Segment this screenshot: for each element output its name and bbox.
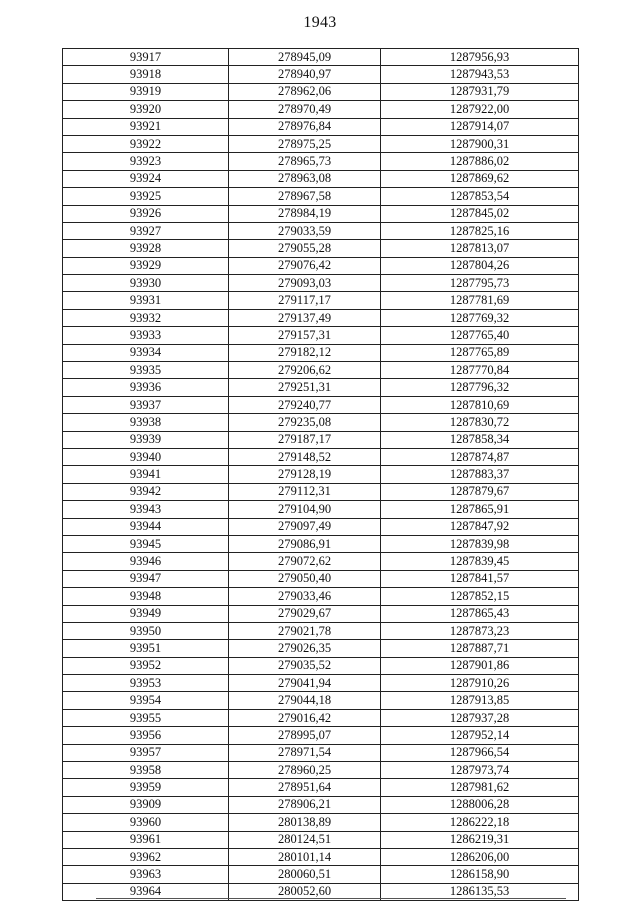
x-coordinate-cell: 279035,52 — [229, 657, 381, 674]
point-number-cell: 93917 — [63, 49, 229, 66]
point-number-cell: 93932 — [63, 309, 229, 326]
table-row — [63, 692, 579, 709]
y-coordinate-cell: 1287796,32 — [381, 379, 579, 396]
point-number-cell: 93954 — [63, 692, 229, 709]
table-row — [63, 657, 579, 674]
point-number-cell: 93919 — [63, 83, 229, 100]
table-row — [63, 118, 579, 135]
y-coordinate-cell: 1287845,02 — [381, 205, 579, 222]
y-coordinate-cell: 1287813,07 — [381, 240, 579, 257]
x-coordinate-cell: 278945,09 — [229, 49, 381, 66]
x-coordinate-cell: 279187,17 — [229, 431, 381, 448]
table-row — [63, 501, 579, 518]
table-row — [63, 483, 579, 500]
table-row — [63, 448, 579, 465]
table-row — [63, 275, 579, 292]
x-coordinate-cell: 280052,60 — [229, 883, 381, 900]
point-number-cell: 93944 — [63, 518, 229, 535]
point-number-cell: 93926 — [63, 205, 229, 222]
x-coordinate-cell: 279055,28 — [229, 240, 381, 257]
table-row — [63, 83, 579, 100]
y-coordinate-cell: 1287973,74 — [381, 762, 579, 779]
table-row — [63, 205, 579, 222]
point-number-cell: 93946 — [63, 553, 229, 570]
table-row — [63, 605, 579, 622]
point-number-cell: 93922 — [63, 135, 229, 152]
x-coordinate-cell: 279137,49 — [229, 309, 381, 326]
point-number-cell: 93950 — [63, 622, 229, 639]
point-number-cell: 93951 — [63, 640, 229, 657]
x-coordinate-cell: 279050,40 — [229, 570, 381, 587]
x-coordinate-cell: 278940,97 — [229, 66, 381, 83]
point-number-cell: 93920 — [63, 101, 229, 118]
x-coordinate-cell: 278967,58 — [229, 188, 381, 205]
table-row — [63, 744, 579, 761]
table-row — [63, 866, 579, 883]
table-row — [63, 588, 579, 605]
table-row — [63, 362, 579, 379]
point-number-cell: 93961 — [63, 831, 229, 848]
point-number-cell: 93909 — [63, 796, 229, 813]
x-coordinate-cell: 279251,31 — [229, 379, 381, 396]
point-number-cell: 93960 — [63, 814, 229, 831]
x-coordinate-cell: 278976,84 — [229, 118, 381, 135]
point-number-cell: 93962 — [63, 848, 229, 865]
y-coordinate-cell: 1287952,14 — [381, 727, 579, 744]
y-coordinate-cell: 1287922,00 — [381, 101, 579, 118]
point-number-cell: 93941 — [63, 466, 229, 483]
table-row — [63, 327, 579, 344]
table-row — [63, 49, 579, 66]
y-coordinate-cell: 1287810,69 — [381, 396, 579, 413]
x-coordinate-cell: 278970,49 — [229, 101, 381, 118]
point-number-cell: 93964 — [63, 883, 229, 900]
point-number-cell: 93938 — [63, 414, 229, 431]
x-coordinate-cell: 278984,19 — [229, 205, 381, 222]
table-row — [63, 518, 579, 535]
x-coordinate-cell: 280060,51 — [229, 866, 381, 883]
point-number-cell: 93940 — [63, 448, 229, 465]
table-row — [63, 709, 579, 726]
y-coordinate-cell: 1287765,89 — [381, 344, 579, 361]
x-coordinate-cell: 279033,46 — [229, 588, 381, 605]
y-coordinate-cell: 1287981,62 — [381, 779, 579, 796]
point-number-cell: 93947 — [63, 570, 229, 587]
y-coordinate-cell: 1286158,90 — [381, 866, 579, 883]
y-coordinate-cell: 1287874,87 — [381, 448, 579, 465]
point-number-cell: 93955 — [63, 709, 229, 726]
table-row — [63, 222, 579, 239]
x-coordinate-cell: 278960,25 — [229, 762, 381, 779]
y-coordinate-cell: 1287795,73 — [381, 275, 579, 292]
y-coordinate-cell: 1287804,26 — [381, 257, 579, 274]
table-row — [63, 553, 579, 570]
x-coordinate-cell: 279206,62 — [229, 362, 381, 379]
x-coordinate-cell: 279086,91 — [229, 535, 381, 552]
x-coordinate-cell: 278965,73 — [229, 153, 381, 170]
table-row — [63, 762, 579, 779]
x-coordinate-cell: 279112,31 — [229, 483, 381, 500]
y-coordinate-cell: 1287901,86 — [381, 657, 579, 674]
y-coordinate-cell: 1287865,91 — [381, 501, 579, 518]
table-row — [63, 414, 579, 431]
x-coordinate-cell: 279072,62 — [229, 553, 381, 570]
point-number-cell: 93939 — [63, 431, 229, 448]
y-coordinate-cell: 1287914,07 — [381, 118, 579, 135]
point-number-cell: 93953 — [63, 675, 229, 692]
point-number-cell: 93925 — [63, 188, 229, 205]
y-coordinate-cell: 1287879,67 — [381, 483, 579, 500]
x-coordinate-cell: 279235,08 — [229, 414, 381, 431]
coordinates-table — [62, 48, 579, 901]
x-coordinate-cell: 280124,51 — [229, 831, 381, 848]
y-coordinate-cell: 1287769,32 — [381, 309, 579, 326]
table-row — [63, 292, 579, 309]
page-number: 1943 — [303, 14, 337, 31]
point-number-cell: 93937 — [63, 396, 229, 413]
table-row — [63, 570, 579, 587]
x-coordinate-cell: 279182,12 — [229, 344, 381, 361]
table-row — [63, 431, 579, 448]
point-number-cell: 93963 — [63, 866, 229, 883]
table-row — [63, 344, 579, 361]
table-row — [63, 101, 579, 118]
table-row — [63, 153, 579, 170]
y-coordinate-cell: 1287839,98 — [381, 535, 579, 552]
table-row — [63, 66, 579, 83]
x-coordinate-cell: 279041,94 — [229, 675, 381, 692]
y-coordinate-cell: 1287770,84 — [381, 362, 579, 379]
x-coordinate-cell: 278906,21 — [229, 796, 381, 813]
y-coordinate-cell: 1287966,54 — [381, 744, 579, 761]
x-coordinate-cell: 279240,77 — [229, 396, 381, 413]
table-row — [63, 170, 579, 187]
point-number-cell: 93957 — [63, 744, 229, 761]
point-number-cell: 93952 — [63, 657, 229, 674]
y-coordinate-cell: 1287887,71 — [381, 640, 579, 657]
coordinates-table-body — [63, 49, 579, 901]
y-coordinate-cell: 1287865,43 — [381, 605, 579, 622]
x-coordinate-cell: 279128,19 — [229, 466, 381, 483]
x-coordinate-cell: 279093,03 — [229, 275, 381, 292]
table-row — [63, 831, 579, 848]
point-number-cell: 93958 — [63, 762, 229, 779]
y-coordinate-cell: 1287781,69 — [381, 292, 579, 309]
point-number-cell: 93921 — [63, 118, 229, 135]
point-number-cell: 93936 — [63, 379, 229, 396]
point-number-cell: 93945 — [63, 535, 229, 552]
table-row — [63, 779, 579, 796]
y-coordinate-cell: 1287841,57 — [381, 570, 579, 587]
y-coordinate-cell: 1287847,92 — [381, 518, 579, 535]
table-row — [63, 240, 579, 257]
x-coordinate-cell: 279033,59 — [229, 222, 381, 239]
y-coordinate-cell: 1287956,93 — [381, 49, 579, 66]
y-coordinate-cell: 1286222,18 — [381, 814, 579, 831]
y-coordinate-cell: 1287869,62 — [381, 170, 579, 187]
point-number-cell: 93930 — [63, 275, 229, 292]
table-row — [63, 796, 579, 813]
table-row — [63, 466, 579, 483]
y-coordinate-cell: 1287913,85 — [381, 692, 579, 709]
point-number-cell: 93929 — [63, 257, 229, 274]
y-coordinate-cell: 1287852,15 — [381, 588, 579, 605]
table-row — [63, 396, 579, 413]
point-number-cell: 93923 — [63, 153, 229, 170]
y-coordinate-cell: 1286135,53 — [381, 883, 579, 900]
point-number-cell: 93931 — [63, 292, 229, 309]
x-coordinate-cell: 279021,78 — [229, 622, 381, 639]
y-coordinate-cell: 1287883,37 — [381, 466, 579, 483]
point-number-cell: 93928 — [63, 240, 229, 257]
x-coordinate-cell: 278951,64 — [229, 779, 381, 796]
y-coordinate-cell: 1287839,45 — [381, 553, 579, 570]
point-number-cell: 93949 — [63, 605, 229, 622]
y-coordinate-cell: 1287910,26 — [381, 675, 579, 692]
point-number-cell: 93942 — [63, 483, 229, 500]
x-coordinate-cell: 280101,14 — [229, 848, 381, 865]
y-coordinate-cell: 1287825,16 — [381, 222, 579, 239]
bottom-rule — [96, 898, 566, 899]
point-number-cell: 93956 — [63, 727, 229, 744]
x-coordinate-cell: 278975,25 — [229, 135, 381, 152]
x-coordinate-cell: 278962,06 — [229, 83, 381, 100]
point-number-cell: 93924 — [63, 170, 229, 187]
point-number-cell: 93934 — [63, 344, 229, 361]
table-row — [63, 622, 579, 639]
table-row — [63, 814, 579, 831]
x-coordinate-cell: 278963,08 — [229, 170, 381, 187]
y-coordinate-cell: 1286206,00 — [381, 848, 579, 865]
x-coordinate-cell: 279016,42 — [229, 709, 381, 726]
table-row — [63, 848, 579, 865]
y-coordinate-cell: 1287873,23 — [381, 622, 579, 639]
x-coordinate-cell: 279044,18 — [229, 692, 381, 709]
table-row — [63, 535, 579, 552]
table-row — [63, 675, 579, 692]
table-row — [63, 257, 579, 274]
y-coordinate-cell: 1286219,31 — [381, 831, 579, 848]
x-coordinate-cell: 279076,42 — [229, 257, 381, 274]
table-row — [63, 640, 579, 657]
point-number-cell: 93918 — [63, 66, 229, 83]
x-coordinate-cell: 279097,49 — [229, 518, 381, 535]
point-number-cell: 93943 — [63, 501, 229, 518]
y-coordinate-cell: 1287900,31 — [381, 135, 579, 152]
y-coordinate-cell: 1287937,28 — [381, 709, 579, 726]
table-row — [63, 379, 579, 396]
y-coordinate-cell: 1288006,28 — [381, 796, 579, 813]
table-row — [63, 188, 579, 205]
x-coordinate-cell: 279026,35 — [229, 640, 381, 657]
y-coordinate-cell: 1287943,53 — [381, 66, 579, 83]
table-row — [63, 135, 579, 152]
x-coordinate-cell: 280138,89 — [229, 814, 381, 831]
x-coordinate-cell: 279157,31 — [229, 327, 381, 344]
x-coordinate-cell: 279104,90 — [229, 501, 381, 518]
y-coordinate-cell: 1287830,72 — [381, 414, 579, 431]
x-coordinate-cell: 278971,54 — [229, 744, 381, 761]
table-row — [63, 727, 579, 744]
x-coordinate-cell: 279148,52 — [229, 448, 381, 465]
y-coordinate-cell: 1287858,34 — [381, 431, 579, 448]
point-number-cell: 93935 — [63, 362, 229, 379]
point-number-cell: 93959 — [63, 779, 229, 796]
y-coordinate-cell: 1287765,40 — [381, 327, 579, 344]
point-number-cell: 93927 — [63, 222, 229, 239]
point-number-cell: 93948 — [63, 588, 229, 605]
x-coordinate-cell: 279029,67 — [229, 605, 381, 622]
y-coordinate-cell: 1287853,54 — [381, 188, 579, 205]
point-number-cell: 93933 — [63, 327, 229, 344]
x-coordinate-cell: 279117,17 — [229, 292, 381, 309]
x-coordinate-cell: 278995,07 — [229, 727, 381, 744]
y-coordinate-cell: 1287931,79 — [381, 83, 579, 100]
table-row — [63, 309, 579, 326]
y-coordinate-cell: 1287886,02 — [381, 153, 579, 170]
